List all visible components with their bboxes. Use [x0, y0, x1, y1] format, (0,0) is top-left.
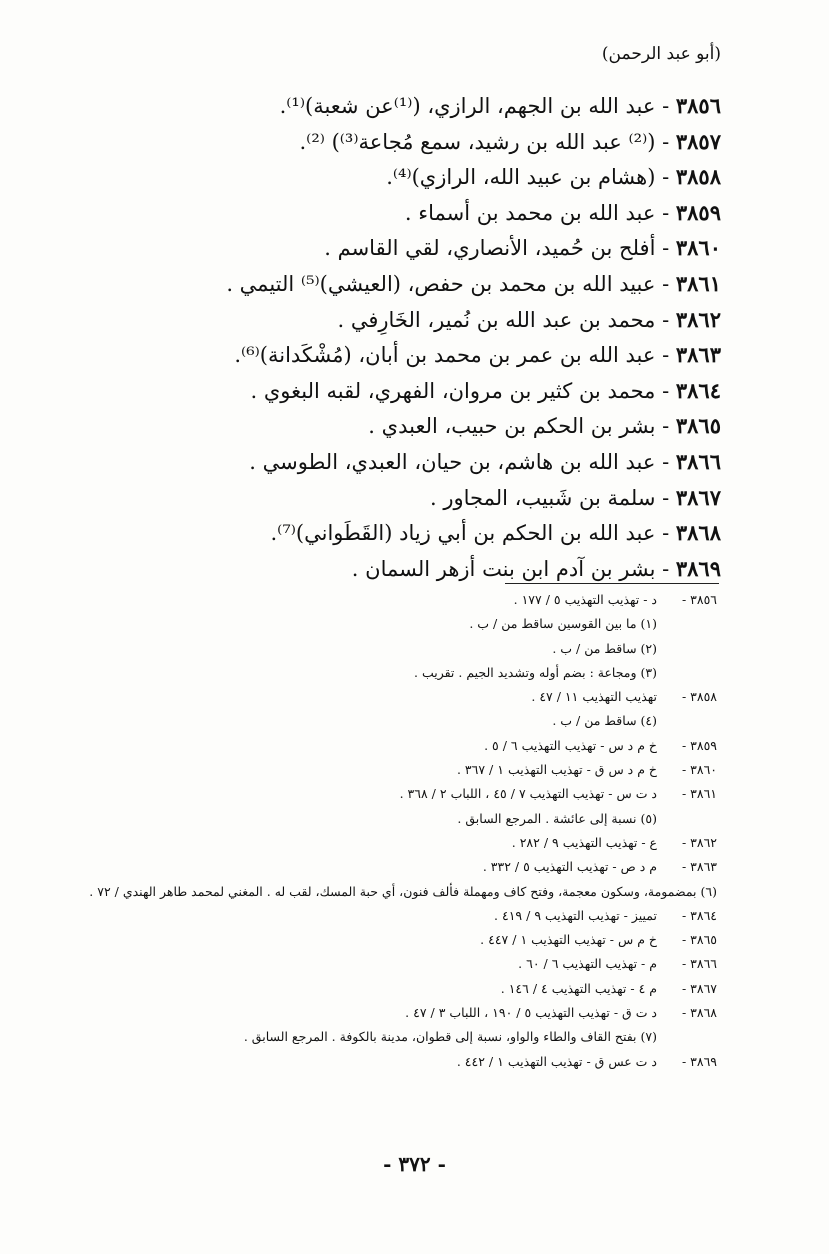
footnote-text: د - تهذيب التهذيب ٥ / ١٧٧ . — [513, 592, 657, 607]
footnote-text: د ت س - تهذيب التهذيب ٧ / ٤٥ ، اللباب ٢ / ٣٦٨ . — [399, 786, 657, 802]
footnote — [77, 685, 717, 709]
entry-text: - عبد الله بن محمد بن أسماء . — [404, 200, 676, 225]
footnote-ref: ٣٨٦٣ - — [681, 859, 717, 875]
footnote-text: (٧) بفتح القاف والطاء والواو، نسبة إلى قطوان، مدينة بالكوفة . المرجع السابق . — [243, 1029, 657, 1045]
entry — [81, 408, 721, 444]
footnote-text: م د ص - تهذيب التهذيب ٥ / ٣٣٢ . — [482, 859, 657, 875]
footnote-ref: ٣٨٥٨ - — [681, 689, 717, 705]
footnote-ref: ٣٨٦٩ - — [681, 1053, 717, 1069]
footnote-text: تهذيب التهذيب ١١ / ٤٧ . — [531, 689, 657, 705]
footnote-text-long: (٦) بمضمومة، وسكون معجمة، وفتح كاف ومهملة فألف فنون، أي حبة المسك، لقب له . المغني لمحمد طاهر الهندي / ٧٢ . — [89, 883, 717, 899]
entry-text: - عبيد الله بن محمد بن حفص، (العيشي)⁽⁵⁾ التيمي . — [226, 271, 676, 296]
footnote — [77, 782, 717, 806]
footnote — [77, 661, 717, 685]
entry — [81, 230, 721, 266]
footnotes — [77, 588, 717, 1074]
entry-number: ٣٨٦٢ — [675, 306, 721, 332]
entry — [81, 302, 721, 338]
footnote-text: (٣) ومجاعة : بضم أوله وتشديد الجيم . تقريب . — [414, 664, 657, 680]
entry-number: ٣٨٦٦ — [675, 448, 721, 474]
entry-number: ٣٨٦١ — [675, 270, 721, 296]
footnote-text: خ م د س - تهذيب التهذيب ٦ / ٥ . — [484, 737, 657, 753]
footnote-text: (٥) نسبة إلى عائشة . المرجع السابق . — [457, 810, 657, 826]
footnote-text: د ت عس ق - تهذيب التهذيب ١ / ٤٤٢ . — [456, 1053, 657, 1069]
footnote — [77, 904, 717, 928]
footnote-ref — [657, 1025, 717, 1049]
footnote-ref — [657, 709, 717, 733]
footnote — [77, 1001, 717, 1025]
entry-text: - عبد الله بن عمر بن محمد بن أبان، (مُشْكَدانة)⁽⁶⁾. — [234, 343, 676, 368]
entry-text: - عبد الله بن الحكم بن أبي زياد (القَطَواني)⁽⁷⁾. — [270, 521, 676, 546]
entry-number: ٣٨٦٨ — [675, 520, 721, 546]
entry — [81, 551, 721, 587]
entry-number: ٣٨٥٧ — [675, 128, 721, 154]
footnote-text: م ٤ - تهذيب التهذيب ٤ / ١٤٦ . — [500, 980, 657, 996]
entry-number: ٣٨٦٤ — [675, 377, 721, 403]
entry — [81, 266, 721, 302]
footnote — [77, 1025, 717, 1049]
footnote-text: (٢) ساقط من / ب . — [552, 640, 657, 656]
footnote-ref — [657, 612, 717, 636]
entry-text: - بشر بن آدم ابن بنت أزهر السمان . — [351, 556, 676, 581]
entry-text: - (هشام بن عبيد الله، الرازي)⁽⁴⁾. — [386, 165, 676, 190]
footnote-text: م - تهذيب التهذيب ٦ / ٦٠ . — [518, 956, 657, 972]
footnote-ref: ٣٨٦٢ - — [681, 834, 717, 850]
footnote-text: د ت ق - تهذيب التهذيب ٥ / ١٩٠ ، اللباب ٣ / ٤٧ . — [405, 1005, 657, 1021]
entry — [81, 159, 721, 195]
entry-number: ٣٨٦٣ — [675, 342, 721, 368]
entry-number: ٣٨٥٨ — [675, 164, 721, 190]
footnote-ref: ٣٨٥٦ - — [681, 592, 717, 607]
entry — [81, 515, 721, 551]
footnote-text: تمييز - تهذيب التهذيب ٩ / ٤١٩ . — [494, 907, 657, 923]
footnote-ref: ٣٨٥٩ - — [681, 737, 717, 753]
entry-number: ٣٨٦٧ — [675, 484, 721, 510]
footnote-ref: ٣٨٦٤ - — [681, 907, 717, 923]
footnote-text: ع - تهذيب التهذيب ٩ / ٢٨٢ . — [511, 834, 657, 850]
footnote — [77, 880, 717, 904]
footnote — [77, 612, 717, 636]
footnote-text: خ م د س ق - تهذيب التهذيب ١ / ٣٦٧ . — [456, 762, 657, 778]
footnote-text: خ م س - تهذيب التهذيب ١ / ٤٤٧ . — [480, 932, 657, 948]
entry-text: - بشر بن الحكم بن حبيب، العبدي . — [368, 414, 676, 439]
entry — [81, 124, 721, 160]
footnote — [77, 588, 717, 612]
footnote — [77, 637, 717, 661]
footnote-ref — [657, 807, 717, 831]
entry — [81, 195, 721, 231]
entries-list — [81, 88, 721, 586]
entry-number: ٣٨٦٥ — [675, 413, 721, 439]
entry — [81, 480, 721, 516]
footnote-ref: ٣٨٦١ - — [681, 786, 717, 802]
footnote-ref: ٣٨٦٧ - — [681, 980, 717, 996]
entry-number: ٣٨٥٦ — [675, 93, 721, 118]
footnote-text: (٤) ساقط من / ب . — [552, 713, 657, 729]
entry-text: - (⁽²⁾ عبد الله بن رشيد، سمع مُجاعة⁽³⁾) ⁽²⁾. — [299, 129, 676, 154]
footnote — [77, 758, 717, 782]
page-header: (أبو عبد الرحمن) — [601, 44, 721, 64]
footnote — [77, 709, 717, 733]
footnote — [77, 855, 717, 879]
footnote-ref: ٣٨٦٥ - — [681, 932, 717, 948]
entry-number: ٣٨٦٩ — [675, 555, 721, 581]
footnote-ref — [657, 661, 717, 685]
entry-number: ٣٨٦٠ — [675, 235, 721, 261]
footnote-text: (١) ما بين القوسين ساقط من / ب . — [469, 616, 657, 632]
footnote — [77, 1050, 717, 1074]
footnote — [77, 831, 717, 855]
footnote-divider — [505, 583, 719, 584]
entry-text: - محمد بن كثير بن مروان، الفهري، لقبه البغوي . — [250, 378, 676, 403]
entry — [81, 88, 721, 124]
entry-text: - سلمة بن شَبيب، المجاور . — [429, 485, 676, 510]
footnote — [77, 807, 717, 831]
footnote-ref: ٣٨٦٦ - — [681, 956, 717, 972]
footnote — [77, 734, 717, 758]
entry-text: - عبد الله بن الجهم، الرازي، (⁽¹⁾عن شعبة)⁽¹⁾. — [279, 94, 676, 118]
entry — [81, 444, 721, 480]
entry-number: ٣٨٥٩ — [675, 199, 721, 225]
entry-text: - أفلح بن حُميد، الأنصاري، لقي القاسم . — [324, 236, 676, 261]
footnote-ref — [657, 637, 717, 661]
entry-text: - عبد الله بن هاشم، بن حيان، العبدي، الطوسي . — [249, 449, 676, 474]
entry — [81, 337, 721, 373]
entry — [81, 373, 721, 409]
page-number: - ٣٧٢ - — [383, 1152, 446, 1176]
footnote — [77, 977, 717, 1001]
footnote — [77, 952, 717, 976]
footnote-ref: ٣٨٦٨ - — [681, 1005, 717, 1021]
footnote — [77, 928, 717, 952]
entry-text: - محمد بن عبد الله بن نُمير، الخَارِفي . — [337, 307, 676, 332]
footnote-ref: ٣٨٦٠ - — [681, 762, 717, 778]
